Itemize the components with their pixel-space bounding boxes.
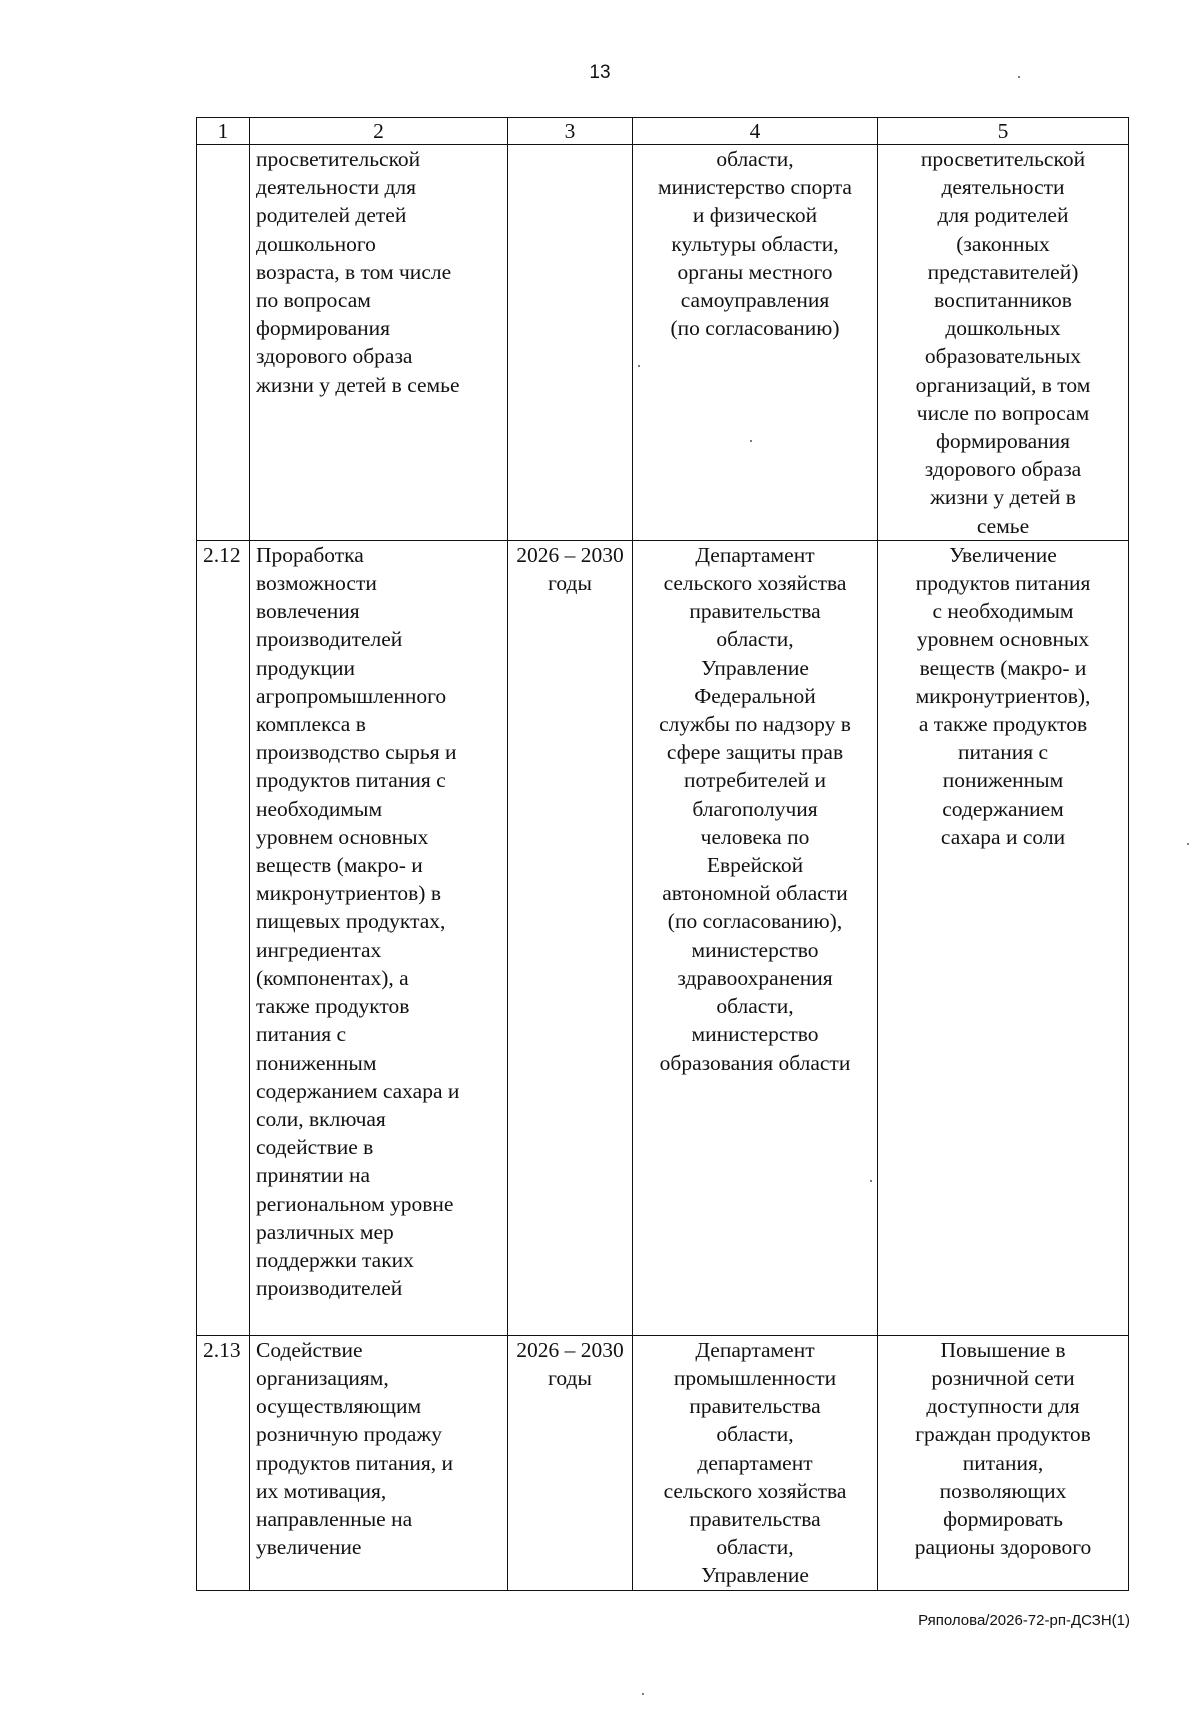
measures-table [196, 117, 1129, 1591]
scan-speck [1018, 76, 1020, 78]
table-header [197, 118, 1129, 145]
table-row [197, 145, 1129, 541]
scan-speck [1187, 843, 1189, 845]
document-reference: Ряполова/2026-72-рп-ДСЗН(1) [918, 1612, 1130, 1629]
cell-executors [633, 145, 878, 541]
cell-measure-text: Проработка возможности вовлечения производителей продукции агропромышленного комплекса в производство сырья и продуктов питания с необходимым уровнем основных веществ (макро- и микронутриентов) в пищевых продуктах, ингредиентах (компонентах), а также продуктов питания с пониженным содержанием сахара и соли, включая содействие в принятии на региональном уровне различных мер поддержки таких производителей [256, 542, 460, 1301]
cell-measure-text: просветительской деятельности для родителей детей дошкольного возраста, в том числе по вопросам формирования здорового образа жизни у детей в семье [256, 147, 460, 397]
cell-num-text: 2.12 [203, 542, 241, 567]
page-number: 13 [589, 62, 611, 83]
cell-period-text: 2026 – 2030 годы [516, 1337, 624, 1391]
header-col-5: 5 [878, 118, 1129, 145]
cell-executors-text: Департамент промышленности правительства области, департамент сельского хозяйства правительства области, Управление [663, 1337, 847, 1588]
cell-num [197, 540, 250, 1335]
cell-executors-text: Департамент сельского хозяйства правительства области, Управление Федеральной службы по надзору в сфере защиты прав потребителей и благополучия человека по Еврейской автономной области (по согласованию), министерство здравоохранения области, министерство образования области [659, 542, 851, 1075]
scan-speck [642, 1693, 644, 1695]
scan-speck [750, 440, 752, 442]
header-col-4: 4 [633, 118, 878, 145]
cell-num [197, 1335, 250, 1590]
cell-period-text: 2026 – 2030 годы [516, 542, 624, 596]
table-row [197, 540, 1129, 1335]
cell-result-text: Увеличение продуктов питания с необходимым уровнем основных веществ (макро- и микронутриентов), а также продуктов питания с пониженным содержанием сахара и соли [915, 542, 1091, 849]
cell-measure-text: Содействие организациям, осуществляющим розничную продажу продуктов питания, и их мотивация, направленные на увеличение [256, 1337, 453, 1560]
cell-result [878, 540, 1129, 1335]
header-col-1: 1 [197, 118, 250, 145]
cell-result-text: Повышение в розничной сети доступности для граждан продуктов питания, позволяющих формировать рационы здорового [914, 1337, 1092, 1560]
cell-executors [633, 540, 878, 1335]
header-row [197, 118, 1129, 145]
cell-period [508, 1335, 633, 1590]
cell-measure [250, 1335, 508, 1590]
cell-period [508, 540, 633, 1335]
table-body [197, 145, 1129, 1591]
cell-executors-text: области, министерство спорта и физической культуры области, органы местного самоуправления (по согласованию) [658, 147, 852, 341]
cell-executors [633, 1335, 878, 1590]
cell-measure [250, 540, 508, 1335]
cell-num [197, 145, 250, 541]
header-col-2: 2 [250, 118, 508, 145]
cell-measure [250, 145, 508, 541]
cell-num-text: 2.13 [203, 1337, 241, 1362]
table-row [197, 1335, 1129, 1590]
cell-result-text: просветительской деятельности для родителей (законных представителей) воспитанников дошкольных образовательных организаций, в том числе по вопросам формирования здорового образа жизни у детей в семье [915, 147, 1091, 538]
cell-period [508, 145, 633, 541]
scan-speck [638, 365, 640, 367]
header-col-3: 3 [508, 118, 633, 145]
scan-speck [870, 1180, 872, 1182]
cell-result [878, 145, 1129, 541]
cell-result [878, 1335, 1129, 1590]
